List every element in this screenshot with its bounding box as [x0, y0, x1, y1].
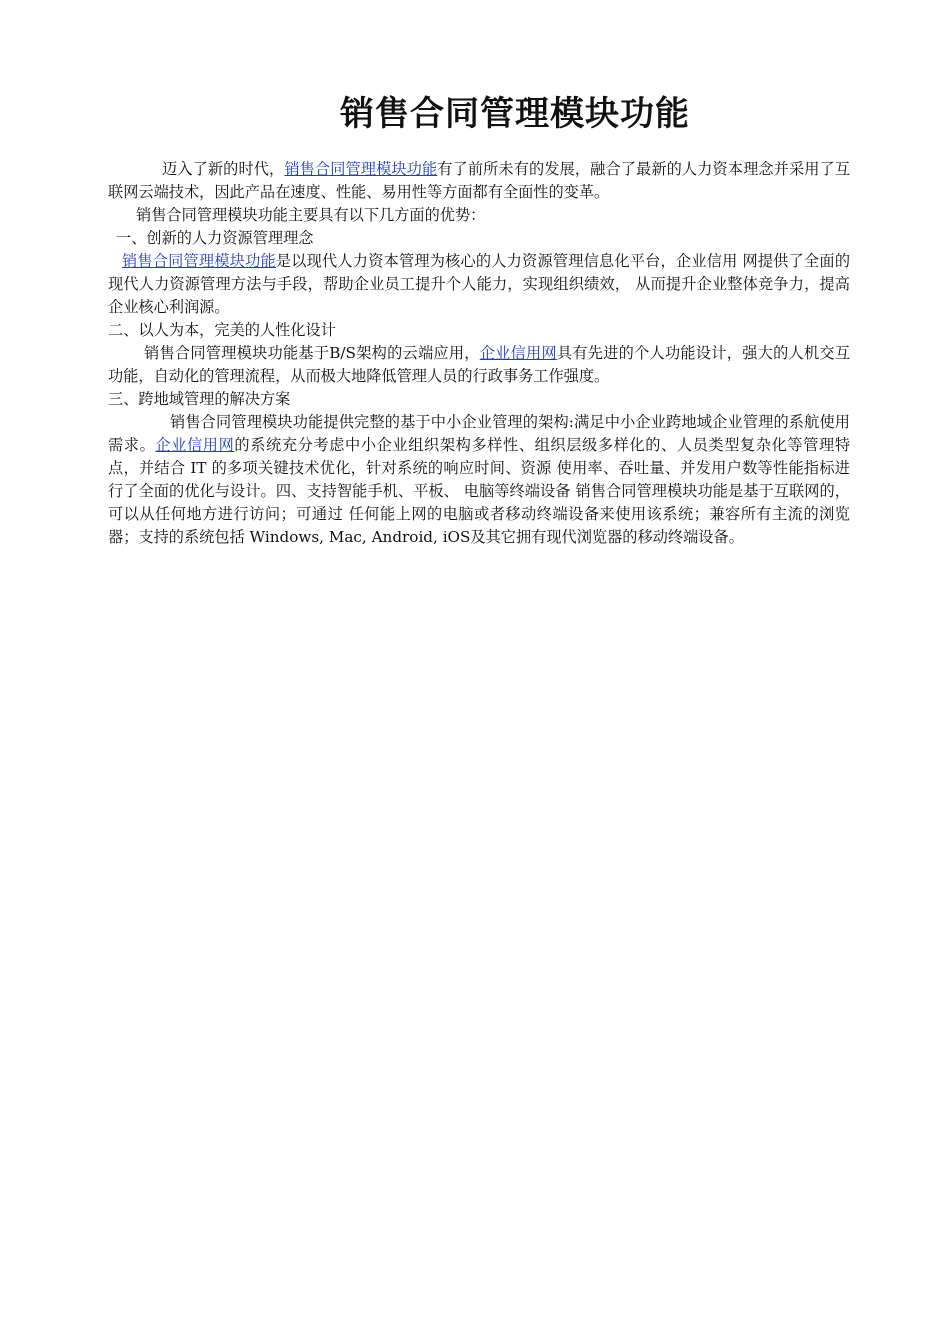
intro-paragraph	[108, 158, 850, 204]
section-3-text-pre: 销售合同管理模块功能提供完整的基于中小企业管理的架构:满足中小企业跨地域企业管理的系航使用需求。	[108, 413, 850, 454]
section-heading-1: 一、创新的人力资源管理理念	[116, 229, 314, 247]
intro-text-post: 有了前所未有的发展，融合了最新的人力资本理念并采用了互联网云端技术，因此产品在速度、性能、易用性等方面都有全面性的变革。	[108, 160, 851, 201]
section-2-text-post: 具有先进的个人功能设计，强大的人机交互功能，自动化的管理流程，从而极大地降低管理人员的行政事务工作强度。	[108, 344, 851, 385]
product-link[interactable]: 销售合同管理模块功能	[284, 160, 438, 178]
section-heading-2: 二、以人为本，完美的人性化设计	[108, 321, 336, 339]
section-3-paragraph	[108, 411, 850, 549]
document-body	[108, 158, 850, 549]
advantages-intro: 销售合同管理模块功能主要具有以下几方面的优势：	[136, 206, 486, 224]
section-3-text-post: 的系统充分考虑中小企业组织架构多样性、组织层级多样化的、人员类型复杂化等管理特点，并结合 IT 的多项关键技术优化，针对系统的响应时间、资源 使用率、吞吐量、并发用户数等性能指标进行了全面的优化与设计。四、支持智能手机、平板、 电脑等终端设备 销售合同管理模块功能是基于互联网的，可以从任何地方进行访问；可通过 任何能上网的电脑或者移动终端设备来使用该系统；兼容所有主流的浏览器；支持的系统包括 Windows, Mac, Android, iOS及其它拥有现代浏览器的移动终端设备。	[108, 436, 851, 546]
company-credit-link[interactable]: 企业信用网	[479, 344, 557, 362]
product-link-2[interactable]: 销售合同管理模块功能	[122, 252, 276, 270]
document-page	[108, 88, 850, 549]
document-title: 销售合同管理模块功能	[340, 94, 690, 134]
section-1-paragraph	[108, 250, 850, 319]
company-credit-link-2[interactable]: 企业信用网	[155, 436, 235, 454]
section-heading-3: 三、跨地域管理的解决方案	[108, 390, 291, 408]
section-1-text: 是以现代人力资本管理为核心的人力资源管理信息化平台，企业信用 网提供了全面的现代人力资源管理方法与手段，帮助企业员工提升个人能力，实现组织绩效， 从而提升企业整体竞争力，提高企业核心利润源。	[108, 252, 851, 316]
intro-text-pre: 迈入了新的时代，	[162, 160, 285, 178]
section-2-paragraph	[108, 342, 850, 388]
section-2-text-pre: 销售合同管理模块功能基于B/S架构的云端应用，	[144, 344, 480, 362]
